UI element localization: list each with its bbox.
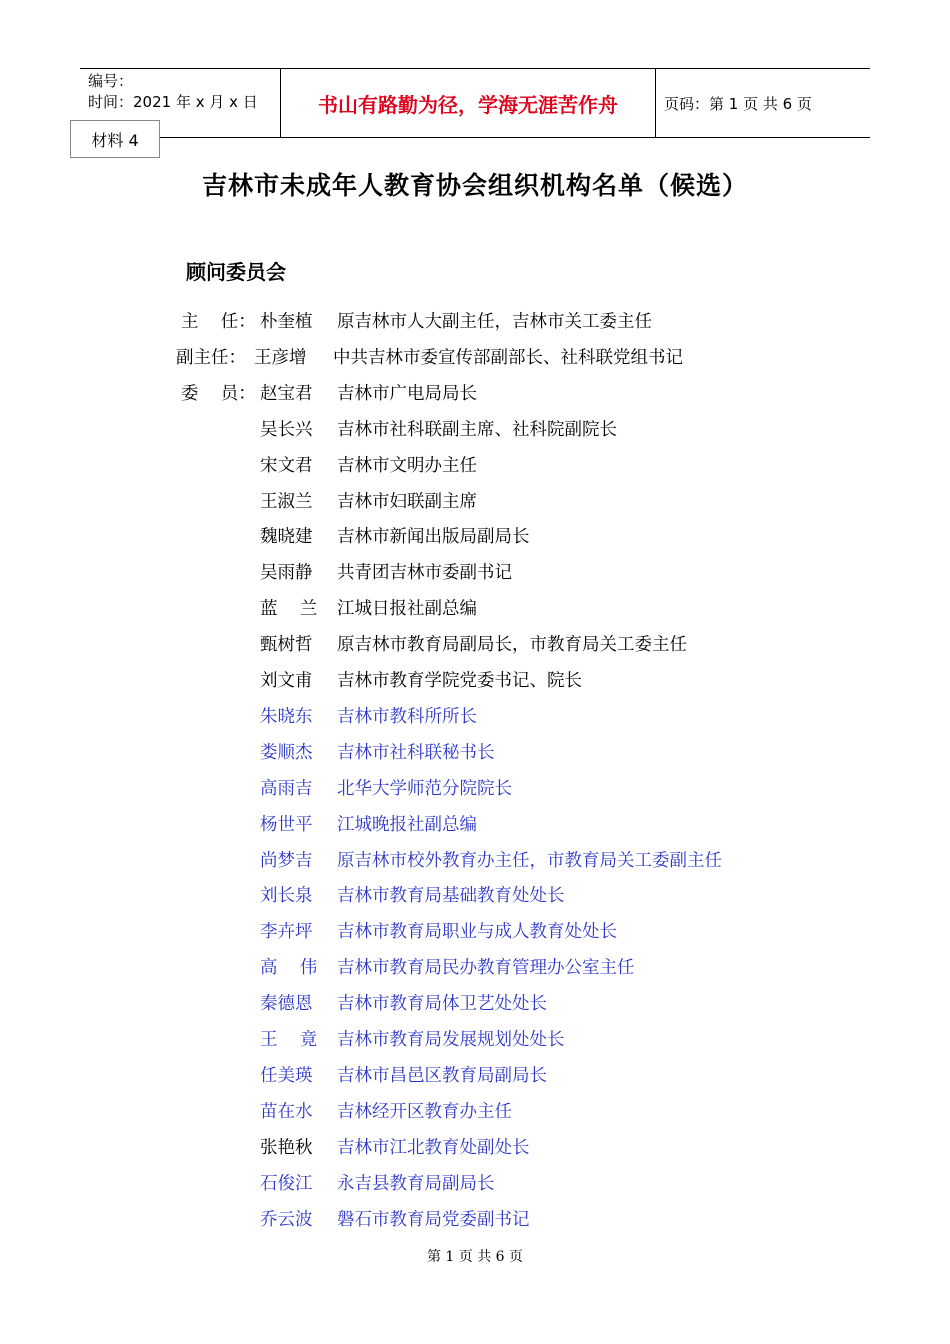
member-title: 江城晚报社副总编: [337, 814, 477, 835]
member-title: 吉林市新闻出版局副局长: [337, 527, 530, 548]
member-title: 中共吉林市委宣传部副部长、社科联党组书记: [333, 347, 683, 368]
member-title: 吉林市昌邑区教育局副局长: [337, 1065, 547, 1086]
time-label: 时间：2021 年 x 月 x 日: [88, 93, 258, 111]
member-role: 主 任：: [181, 312, 256, 332]
member-name: 石俊江: [260, 1173, 313, 1194]
member-name: 蓝 兰: [260, 599, 318, 620]
member-title: 吉林市教育局体卫艺处处长: [337, 994, 547, 1015]
member-name: 杨世平: [260, 814, 313, 835]
motto: 书山有路勤为径，学海无涯苦作舟: [280, 69, 656, 137]
member-title: 吉林市江北教育处副处长: [337, 1137, 530, 1158]
member-title: 吉林市教育局基础教育处处长: [337, 886, 565, 907]
member-title: 永吉县教育局副局长: [337, 1173, 495, 1194]
member-title: 北华大学师范分院院长: [337, 778, 512, 799]
member-title: 共青团吉林市委副书记: [337, 563, 512, 584]
member-name: 李卉坪: [260, 922, 313, 943]
member-title: 江城日报社副总编: [337, 599, 477, 620]
member-title: 磐石市教育局党委副书记: [337, 1209, 530, 1230]
member-title: 吉林市教科所所长: [337, 706, 477, 727]
member-name: 刘文甫: [260, 671, 313, 691]
member-name: 王彦增: [254, 347, 307, 368]
member-name: 甄树哲: [260, 635, 313, 656]
member-title: 吉林市广电局局长: [337, 383, 477, 404]
member-name: 刘长泉: [260, 886, 313, 907]
page-title: 吉林市未成年人教育协会组织机构名单（候选）: [201, 171, 748, 200]
member-name: 王淑兰: [260, 491, 313, 512]
page-footer: 第 1 页 共 6 页: [426, 1249, 524, 1265]
section-title: 顾问委员会: [186, 260, 286, 284]
member-name: 朴奎植: [260, 312, 313, 332]
member-role: 委 员：: [181, 383, 256, 404]
material-tag: 材料 4: [70, 120, 160, 158]
member-title: 原吉林市人大副主任，吉林市关工委主任: [337, 312, 652, 332]
member-title: 吉林市教育局发展规划处处长: [337, 1030, 565, 1050]
member-name: 苗在水: [260, 1101, 313, 1122]
code-label: 编号：: [88, 72, 134, 90]
member-name: 尚梦吉: [260, 850, 313, 871]
member-title: 吉林市社科联副主席、社科院副院长: [337, 419, 617, 440]
member-name: 吴雨静: [260, 563, 313, 584]
member-name: 朱晓东: [260, 706, 313, 727]
member-name: 高雨吉: [260, 778, 313, 799]
member-role: 副主任：: [176, 347, 246, 368]
member-title: 吉林市社科联秘书长: [337, 742, 495, 763]
member-title: 吉林经开区教育办主任: [337, 1101, 512, 1122]
member-name: 魏晓建: [260, 527, 313, 548]
member-title: 吉林市教育局职业与成人教育处处长: [337, 922, 617, 943]
member-name: 张艳秋: [260, 1137, 313, 1158]
member-title: 吉林市教育学院党委书记、院长: [337, 671, 582, 691]
member-name: 高 伟: [260, 958, 318, 979]
member-name: 任美瑛: [260, 1065, 313, 1086]
member-name: 吴长兴: [260, 419, 313, 440]
member-title: 原吉林市校外教育办主任，市教育局关工委副主任: [337, 850, 722, 871]
member-name: 宋文君: [260, 455, 313, 476]
member-title: 吉林市教育局民办教育管理办公室主任: [337, 958, 635, 979]
member-name: 乔云波: [260, 1209, 313, 1230]
member-title: 吉林市文明办主任: [337, 455, 477, 476]
member-title: 原吉林市教育局副局长，市教育局关工委主任: [337, 635, 687, 656]
member-title: 吉林市妇联副主席: [337, 491, 477, 512]
member-name: 赵宝君: [260, 383, 313, 404]
member-name: 娄顺杰: [260, 742, 313, 763]
member-name: 秦德恩: [260, 994, 313, 1015]
page-info: 页码：第 1 页 共 6 页: [664, 94, 812, 113]
member-name: 王 竟: [260, 1030, 318, 1050]
document-header: [80, 68, 870, 138]
